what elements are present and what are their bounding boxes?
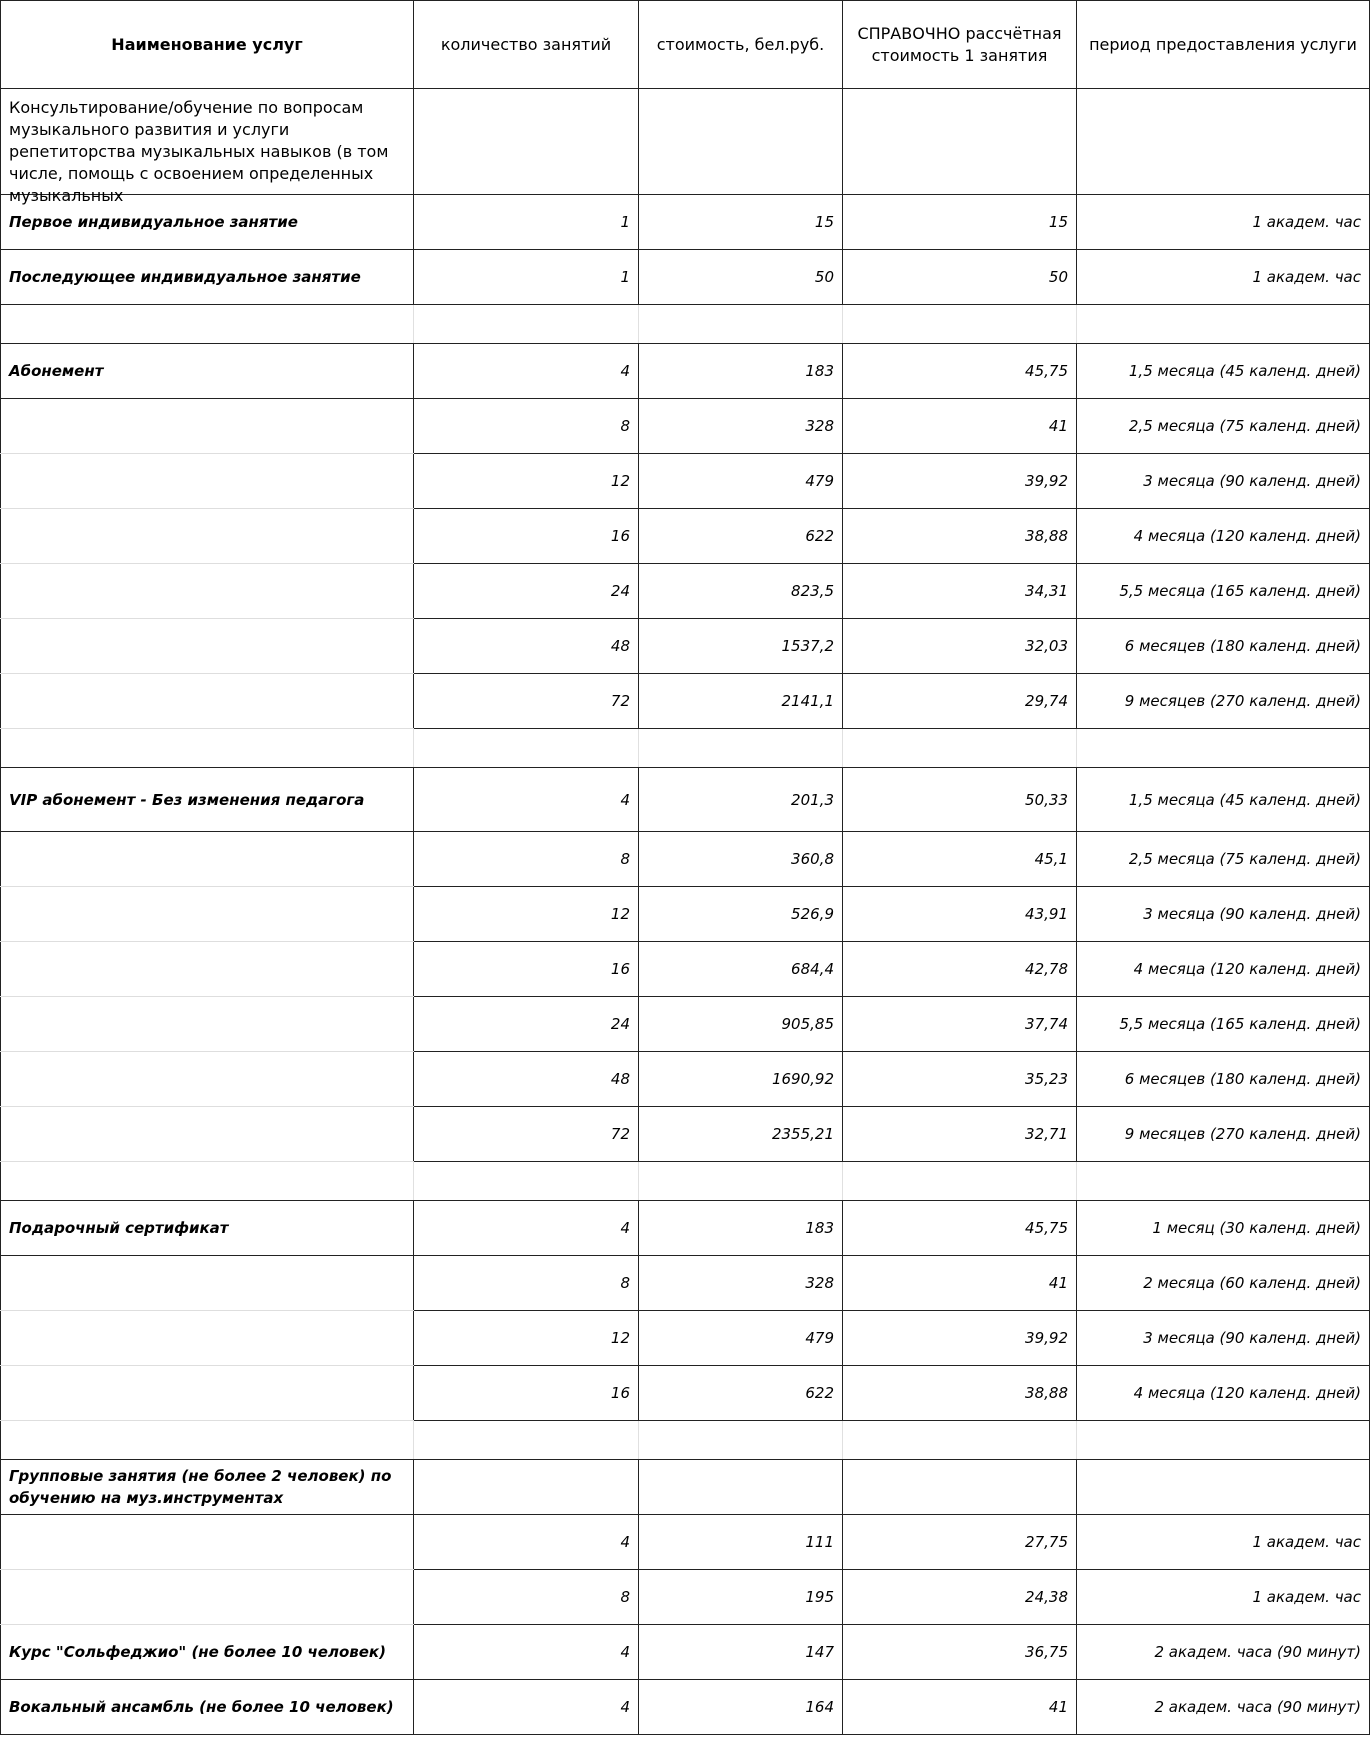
price: 50	[639, 250, 843, 305]
header-name: Наименование услуг	[1, 1, 414, 89]
lesson-count: 12	[414, 1311, 639, 1366]
price-per-lesson: 15	[843, 195, 1077, 250]
service-name: VIP абонемент - Без изменения педагога	[1, 768, 414, 832]
period: 1,5 месяца (45 календ. дней)	[1077, 344, 1370, 399]
price-per-lesson: 32,03	[843, 619, 1077, 674]
period: 1,5 месяца (45 календ. дней)	[1077, 768, 1370, 832]
lesson-count: 4	[414, 1201, 639, 1256]
price: 328	[639, 399, 843, 454]
table-row	[1, 1515, 1370, 1570]
lesson-count: 1	[414, 250, 639, 305]
price-per-lesson: 24,38	[843, 1570, 1077, 1625]
table-row	[1, 344, 1370, 399]
lesson-count: 8	[414, 832, 639, 887]
period: 6 месяцев (180 календ. дней)	[1077, 619, 1370, 674]
lesson-count: 48	[414, 619, 639, 674]
table-row	[1, 1311, 1370, 1366]
price-per-lesson: 29,74	[843, 674, 1077, 729]
lesson-count: 12	[414, 454, 639, 509]
service-name: Вокальный ансамбль (не более 10 человек)	[1, 1680, 414, 1735]
period: 9 месяцев (270 календ. дней)	[1077, 1107, 1370, 1162]
header-period: период предоставления услуги	[1077, 1, 1370, 89]
table-row	[1, 1366, 1370, 1421]
price-per-lesson: 45,75	[843, 1201, 1077, 1256]
price-per-lesson: 41	[843, 399, 1077, 454]
table-row	[1, 195, 1370, 250]
period: 4 месяца (120 календ. дней)	[1077, 1366, 1370, 1421]
price-per-lesson: 38,88	[843, 1366, 1077, 1421]
table-row	[1, 1052, 1370, 1107]
price-per-lesson: 41	[843, 1256, 1077, 1311]
price: 164	[639, 1680, 843, 1735]
table-row	[1, 1460, 1370, 1515]
lesson-count: 24	[414, 997, 639, 1052]
lesson-count: 4	[414, 1515, 639, 1570]
price: 684,4	[639, 942, 843, 997]
period: 1 академ. час	[1077, 195, 1370, 250]
price-per-lesson: 45,75	[843, 344, 1077, 399]
period: 9 месяцев (270 календ. дней)	[1077, 674, 1370, 729]
table-row	[1, 509, 1370, 564]
table-header-row	[1, 1, 1370, 89]
table-row	[1, 1570, 1370, 1625]
table-row	[1, 1107, 1370, 1162]
price: 2141,1	[639, 674, 843, 729]
price: 201,3	[639, 768, 843, 832]
period: 2 академ. часа (90 минут)	[1077, 1625, 1370, 1680]
table-row	[1, 1256, 1370, 1311]
price: 622	[639, 509, 843, 564]
price-per-lesson: 36,75	[843, 1625, 1077, 1680]
period: 2,5 месяца (75 календ. дней)	[1077, 832, 1370, 887]
intro-text: Консультирование/обучение по вопросам музыкального развития и услуги репетиторства музыкальных навыков (в том числе, помощь с освоением определенных музыкальных	[9, 98, 389, 205]
service-name: Групповые занятия (не более 2 человек) по обучению на муз.инструментах	[1, 1460, 414, 1515]
service-name: Подарочный сертификат	[1, 1201, 414, 1256]
table-row	[1, 564, 1370, 619]
spacer-row	[1, 729, 1370, 768]
table-row	[1, 1680, 1370, 1735]
period: 2 месяца (60 календ. дней)	[1077, 1256, 1370, 1311]
table-row	[1, 250, 1370, 305]
service-name: Первое индивидуальное занятие	[1, 195, 414, 250]
period: 3 месяца (90 календ. дней)	[1077, 887, 1370, 942]
price: 111	[639, 1515, 843, 1570]
lesson-count: 48	[414, 1052, 639, 1107]
price: 360,8	[639, 832, 843, 887]
price: 1690,92	[639, 1052, 843, 1107]
price: 2355,21	[639, 1107, 843, 1162]
price: 823,5	[639, 564, 843, 619]
table-row	[1, 832, 1370, 887]
header-price: стоимость, бел.руб.	[639, 1, 843, 89]
period: 5,5 месяца (165 календ. дней)	[1077, 564, 1370, 619]
price: 328	[639, 1256, 843, 1311]
lesson-count: 4	[414, 344, 639, 399]
lesson-count: 1	[414, 195, 639, 250]
table-row	[1, 942, 1370, 997]
price: 183	[639, 1201, 843, 1256]
price: 1537,2	[639, 619, 843, 674]
lesson-count: 8	[414, 1256, 639, 1311]
intro-row	[1, 89, 1370, 195]
period: 2 академ. часа (90 минут)	[1077, 1680, 1370, 1735]
price-per-lesson: 50	[843, 250, 1077, 305]
price-per-lesson: 27,75	[843, 1515, 1077, 1570]
lesson-count: 8	[414, 1570, 639, 1625]
service-name: Абонемент	[1, 344, 414, 399]
table-row	[1, 768, 1370, 832]
price-per-lesson: 45,1	[843, 832, 1077, 887]
lesson-count: 4	[414, 1625, 639, 1680]
header-per-lesson: СПРАВОЧНО рассчётная стоимость 1 занятия	[843, 1, 1077, 89]
lesson-count: 16	[414, 942, 639, 997]
period: 4 месяца (120 календ. дней)	[1077, 509, 1370, 564]
lesson-count: 72	[414, 1107, 639, 1162]
spacer-row	[1, 1421, 1370, 1460]
period: 6 месяцев (180 календ. дней)	[1077, 1052, 1370, 1107]
period: 1 академ. час	[1077, 1570, 1370, 1625]
price-per-lesson: 37,74	[843, 997, 1077, 1052]
spacer-row	[1, 305, 1370, 344]
period: 1 академ. час	[1077, 1515, 1370, 1570]
price-per-lesson: 50,33	[843, 768, 1077, 832]
price: 526,9	[639, 887, 843, 942]
period: 1 месяц (30 календ. дней)	[1077, 1201, 1370, 1256]
price-per-lesson: 34,31	[843, 564, 1077, 619]
price: 147	[639, 1625, 843, 1680]
price: 905,85	[639, 997, 843, 1052]
table-row	[1, 454, 1370, 509]
price-per-lesson: 39,92	[843, 1311, 1077, 1366]
lesson-count: 72	[414, 674, 639, 729]
price: 183	[639, 344, 843, 399]
service-name: Последующее индивидуальное занятие	[1, 250, 414, 305]
lesson-count: 4	[414, 768, 639, 832]
service-name: Курс "Сольфеджио" (не более 10 человек)	[1, 1625, 414, 1680]
price: 195	[639, 1570, 843, 1625]
table-row	[1, 674, 1370, 729]
period: 5,5 месяца (165 календ. дней)	[1077, 997, 1370, 1052]
intro-text-cell	[1, 89, 414, 205]
period: 2,5 месяца (75 календ. дней)	[1077, 399, 1370, 454]
price: 15	[639, 195, 843, 250]
header-count: количество занятий	[414, 1, 639, 89]
spacer-row	[1, 1162, 1370, 1201]
lesson-count: 16	[414, 509, 639, 564]
table-row	[1, 619, 1370, 674]
table-row	[1, 887, 1370, 942]
price-per-lesson: 42,78	[843, 942, 1077, 997]
price-per-lesson: 32,71	[843, 1107, 1077, 1162]
period: 1 академ. час	[1077, 250, 1370, 305]
price: 479	[639, 1311, 843, 1366]
lesson-count: 12	[414, 887, 639, 942]
period: 4 месяца (120 календ. дней)	[1077, 942, 1370, 997]
table-row	[1, 1625, 1370, 1680]
price-per-lesson: 43,91	[843, 887, 1077, 942]
table-row	[1, 399, 1370, 454]
period: 3 месяца (90 календ. дней)	[1077, 1311, 1370, 1366]
price-per-lesson: 35,23	[843, 1052, 1077, 1107]
period: 3 месяца (90 календ. дней)	[1077, 454, 1370, 509]
price: 622	[639, 1366, 843, 1421]
lesson-count: 4	[414, 1680, 639, 1735]
price-per-lesson: 39,92	[843, 454, 1077, 509]
lesson-count: 24	[414, 564, 639, 619]
lesson-count: 16	[414, 1366, 639, 1421]
table-row	[1, 997, 1370, 1052]
price-per-lesson: 41	[843, 1680, 1077, 1735]
price-per-lesson: 38,88	[843, 509, 1077, 564]
price: 479	[639, 454, 843, 509]
lesson-count: 8	[414, 399, 639, 454]
table-row	[1, 1201, 1370, 1256]
